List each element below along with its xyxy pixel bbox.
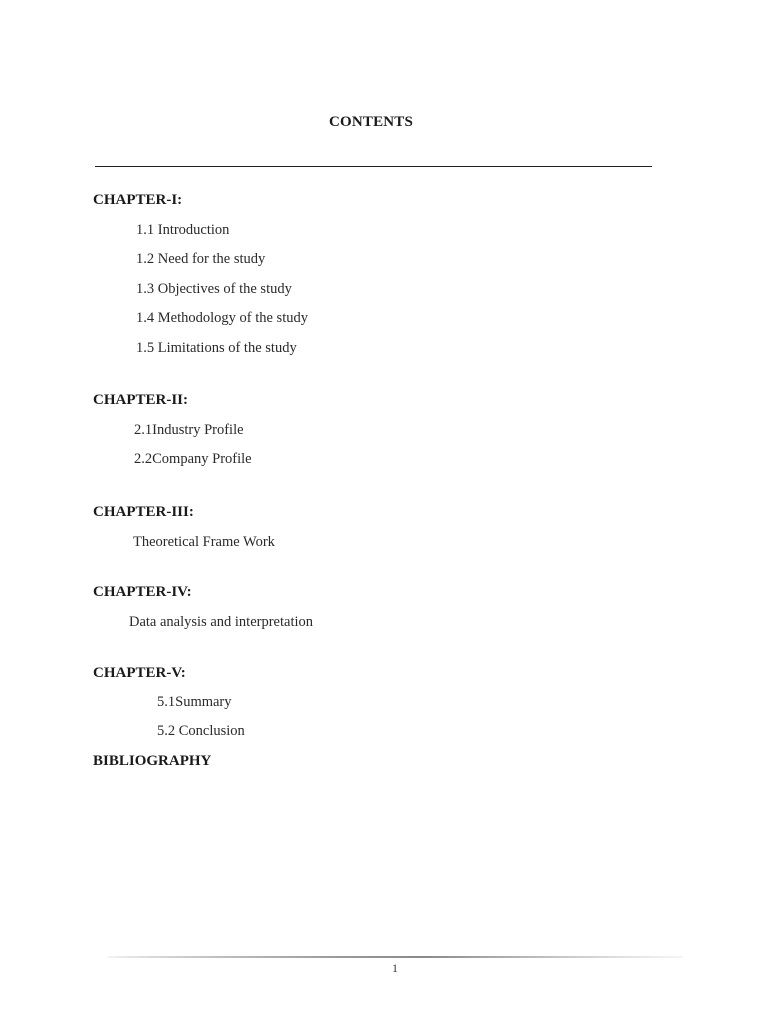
footer-divider [108, 956, 683, 958]
toc-item: 1.3 Objectives of the study [136, 281, 292, 297]
title-divider [95, 166, 652, 167]
chapter-heading: CHAPTER-III: [93, 504, 194, 520]
chapter-heading: CHAPTER-IV: [93, 584, 192, 600]
toc-item: 2.1Industry Profile [134, 422, 244, 438]
toc-item: 1.4 Methodology of the study [136, 310, 308, 326]
chapter-heading: CHAPTER-V: [93, 665, 186, 681]
chapter-heading: CHAPTER-I: [93, 192, 183, 208]
toc-item: 5.2 Conclusion [157, 723, 245, 739]
chapter-heading: CHAPTER-II: [93, 392, 189, 408]
page-number: 1 [392, 961, 398, 975]
toc-item: 5.1Summary [157, 694, 232, 710]
toc-item: 1.5 Limitations of the study [136, 340, 297, 356]
toc-item: 1.1 Introduction [136, 222, 230, 238]
toc-item: 2.2Company Profile [134, 451, 252, 467]
toc-item: Data analysis and interpretation [129, 614, 314, 630]
page-title: CONTENTS [328, 114, 414, 130]
toc-item: Theoretical Frame Work [133, 534, 275, 550]
toc-item: 1.2 Need for the study [136, 251, 266, 267]
bibliography-heading: BIBLIOGRAPHY [93, 753, 212, 769]
